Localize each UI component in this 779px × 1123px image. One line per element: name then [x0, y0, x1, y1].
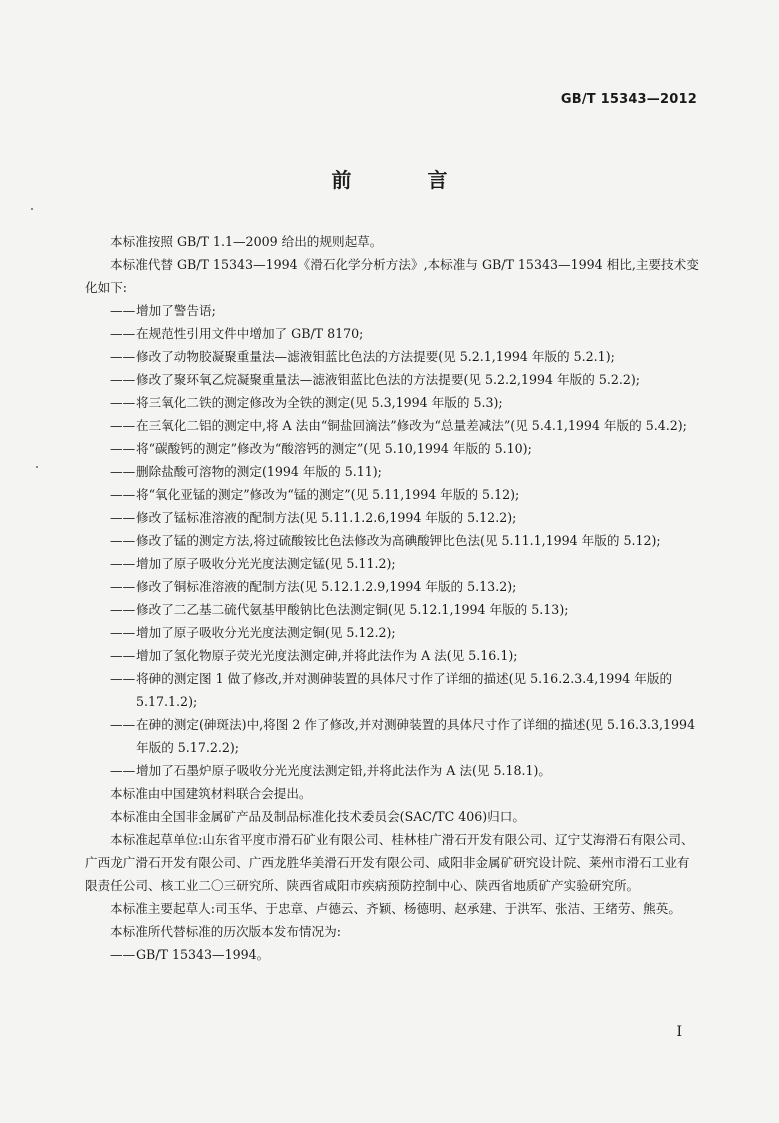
list-item-text: 删除盐酸可溶物的测定(1994 年版的 5.11); [136, 464, 382, 479]
list-item [85, 460, 701, 483]
list-item-text: 将“氧化亚锰的测定”修改为“锰的测定”(见 5.11,1994 年版的 5.12); [136, 487, 520, 502]
paragraph: 本标准由中国建筑材料联合会提出。 [110, 786, 312, 801]
dash-marker: —— [110, 510, 136, 525]
scan-speck [36, 466, 38, 468]
paragraph: 本标准由全国非金属矿产品及制品标准化技术委员会(SAC/TC 406)归口。 [110, 809, 525, 824]
dash-marker: —— [110, 372, 136, 387]
paragraph: 本标准主要起草人:司玉华、于忠章、卢德云、齐颖、杨德明、赵承建、于洪军、张洁、王绪劳、熊英。 [110, 901, 681, 916]
list-item [85, 621, 701, 644]
change-list [85, 299, 701, 782]
dash-marker: —— [110, 579, 136, 594]
list-item-text: 修改了锰标准溶液的配制方法(见 5.11.1.2.6,1994 年版的 5.12.2); [136, 510, 517, 525]
list-item-text: 将“碳酸钙的测定”修改为“酸溶钙的测定”(见 5.10,1994 年版的 5.10); [136, 441, 532, 456]
dash-marker: —— [110, 395, 136, 410]
paragraph: 本标准所代替标准的历次版本发布情况为: [110, 924, 341, 939]
list-item [85, 483, 701, 506]
scan-speck [31, 208, 33, 210]
dash-marker: —— [110, 947, 136, 962]
dash-marker: —— [110, 556, 136, 571]
list-item [85, 552, 701, 575]
list-item [85, 345, 701, 368]
list-item-text: 增加了警告语; [136, 303, 216, 318]
list-item-text: 修改了锰的测定方法,将过硫酸铵比色法修改为高碘酸钾比色法(见 5.11.1,1994 年版的 5.12); [136, 533, 661, 548]
paragraph: 本标准起草单位:山东省平度市滑石矿业有限公司、桂林桂广滑石开发有限公司、辽宁艾海滑石有限公司、广西龙广滑石开发有限公司、广西龙胜华美滑石开发有限公司、咸阳非金属矿研究设计院、莱州市滑石工业有限责任公司、核工业二〇三研究所、陕西省咸阳市疾病预防控制中心、陕西省地质矿产实验研究所。 [85, 832, 694, 893]
list-item-text: 将砷的测定图 1 做了修改,并对测砷装置的具体尺寸作了详细的描述(见 5.16.2.3.4,1994 年版的 5.17.1.2); [136, 671, 673, 709]
dash-marker: —— [110, 671, 136, 686]
list-item [85, 644, 701, 667]
dash-marker: —— [110, 326, 136, 341]
dash-marker: —— [110, 625, 136, 640]
document-body [85, 230, 701, 966]
list-item-text: 在规范性引用文件中增加了 GB/T 8170; [136, 326, 364, 341]
list-item [85, 667, 701, 713]
list-item [85, 506, 701, 529]
list-item-text: 修改了动物胶凝聚重量法—滤液钼蓝比色法的方法提要(见 5.2.1,1994 年版的 5.2.1); [136, 349, 615, 364]
dash-marker: —— [110, 717, 136, 732]
dash-marker: —— [110, 763, 136, 778]
dash-marker: —— [110, 648, 136, 663]
list-item [85, 575, 701, 598]
list-item [85, 322, 701, 345]
dash-marker: —— [110, 464, 136, 479]
list-item-text: 在砷的测定(砷斑法)中,将图 2 作了修改,并对测砷装置的具体尺寸作了详细的描述(见 5.16.3.3,1994 年版的 5.17.2.2); [136, 717, 696, 755]
list-item-text: 修改了铜标准溶液的配制方法(见 5.12.1.2.9,1994 年版的 5.13.2); [136, 579, 517, 594]
list-item [85, 759, 701, 782]
list-item [85, 414, 701, 437]
list-item [85, 529, 701, 552]
dash-marker: —— [110, 602, 136, 617]
list-item-text: 修改了聚环氧乙烷凝聚重量法—滤液钼蓝比色法的方法提要(见 5.2.2,1994 年版的 5.2.2); [136, 372, 641, 387]
paragraph: 本标准代替 GB/T 15343—1994《滑石化学分析方法》,本标准与 GB/T 15343—1994 相比,主要技术变化如下: [85, 257, 699, 295]
history-item [85, 943, 701, 966]
page-number: I [676, 1024, 682, 1040]
list-item-text: 增加了原子吸收分光光度法测定锰(见 5.11.2); [136, 556, 396, 571]
list-item [85, 598, 701, 621]
dash-marker: —— [110, 303, 136, 318]
list-item-text: 将三氧化二铁的测定修改为全铁的测定(见 5.3,1994 年版的 5.3); [136, 395, 503, 410]
dash-marker: —— [110, 487, 136, 502]
page-title: 前 言 [331, 168, 476, 192]
dash-marker: —— [110, 441, 136, 456]
list-item [85, 299, 701, 322]
list-item [85, 368, 701, 391]
dash-marker: —— [110, 418, 136, 433]
list-item-text: 在三氧化二铝的测定中,将 A 法由“铜盐回滴法”修改为“总量差减法”(见 5.4.1,1994 年版的 5.4.2); [136, 418, 687, 433]
list-item [85, 437, 701, 460]
dash-marker: —— [110, 533, 136, 548]
standard-number: GB/T 15343—2012 [560, 92, 697, 107]
list-item [85, 713, 701, 759]
history-item-text: GB/T 15343—1994。 [136, 947, 270, 962]
dash-marker: —— [110, 349, 136, 364]
list-item-text: 增加了原子吸收分光光度法测定铜(见 5.12.2); [136, 625, 396, 640]
paragraph: 本标准按照 GB/T 1.1—2009 给出的规则起草。 [110, 234, 383, 249]
list-item-text: 增加了氢化物原子荧光光度法测定砷,并将此法作为 A 法(见 5.16.1); [136, 648, 518, 663]
list-item [85, 391, 701, 414]
list-item-text: 修改了二乙基二硫代氨基甲酸钠比色法测定铜(见 5.12.1,1994 年版的 5.13); [136, 602, 569, 617]
list-item-text: 增加了石墨炉原子吸收分光光度法测定铅,并将此法作为 A 法(见 5.18.1)。 [136, 763, 552, 778]
